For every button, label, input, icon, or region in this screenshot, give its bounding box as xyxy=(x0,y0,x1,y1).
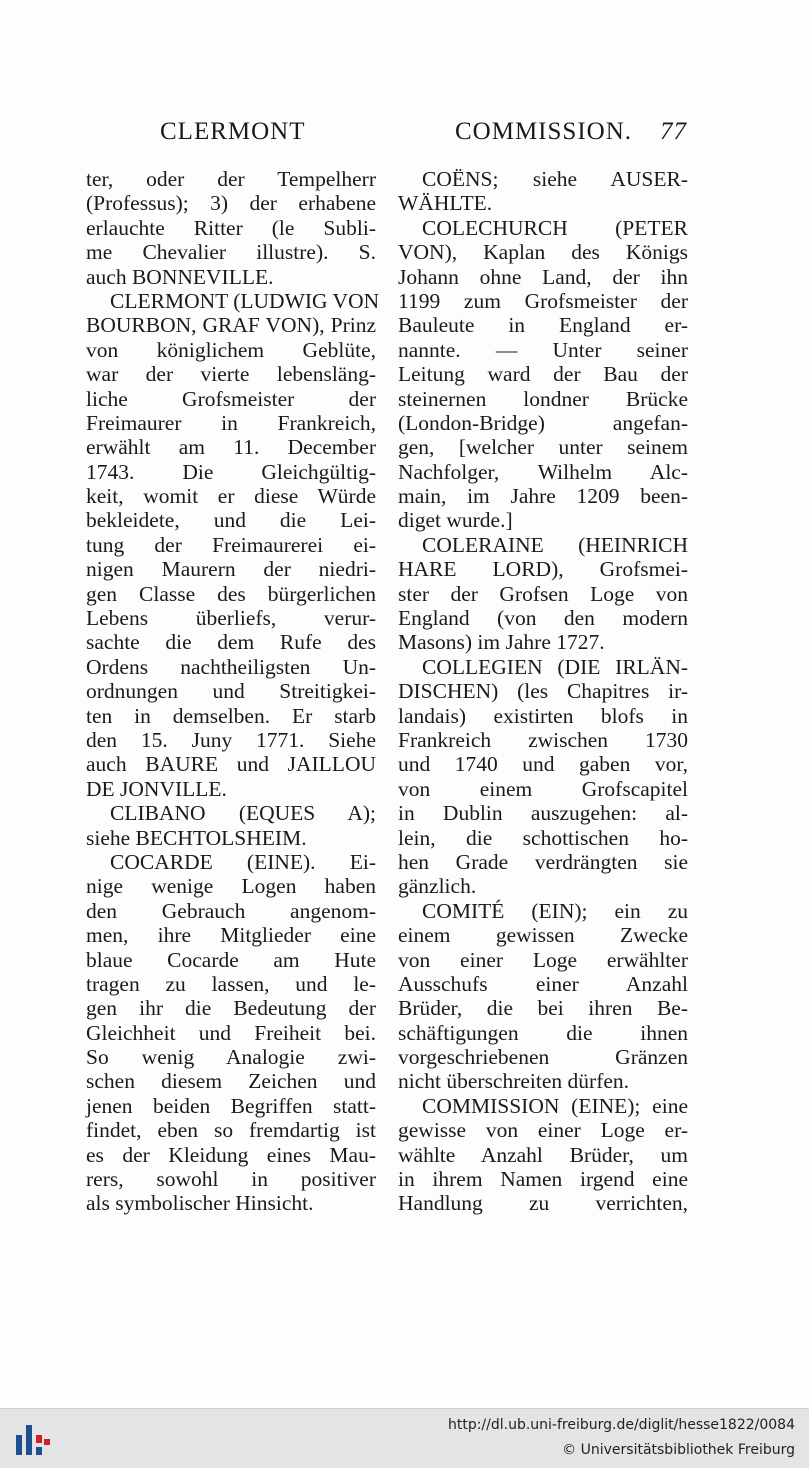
text-line: CLIBANO (EQUES A); xyxy=(110,801,376,826)
text-line: Bauleute in England er- xyxy=(398,313,688,338)
text-line: hen Grade verdrängten sie xyxy=(398,849,688,874)
page-number: 77 xyxy=(660,118,687,145)
text-line: es der Kleidung eines Mau- xyxy=(86,1142,376,1167)
text-line: tragen zu lassen, und le- xyxy=(86,971,376,996)
text-line: erwählt am 11. December xyxy=(86,435,376,460)
text-line: den 15. Juny 1771. Siehe xyxy=(86,727,376,752)
text-line: Handlung zu verrichten, xyxy=(398,1191,688,1216)
text-line: landais) existirten blofs in xyxy=(398,703,688,728)
text-line: gänzlich. xyxy=(398,874,477,899)
text-line: gen ihr die Bedeutung der xyxy=(86,996,376,1021)
text-line: ter, oder der Tempelherr xyxy=(86,167,376,191)
text-line: COCARDE (EINE). Ei- xyxy=(110,849,376,874)
text-line: blaue Cocarde am Hute xyxy=(86,947,376,972)
text-line: sachte die dem Rufe des xyxy=(86,630,376,655)
running-head-left: CLERMONT xyxy=(160,118,306,145)
right-text-column xyxy=(398,167,688,1216)
text-line: ten in demselben. Er starb xyxy=(86,703,376,728)
text-line: COLERAINE (HEINRICH xyxy=(422,532,688,557)
viewer-footer xyxy=(0,1408,809,1468)
text-line: Masons) im Jahre 1727. xyxy=(398,630,605,655)
copyright-notice: © Universitätsbibliothek Freiburg xyxy=(562,1442,795,1458)
text-line: rers, sowohl in positiver xyxy=(86,1167,376,1192)
text-line: me Chevalier illustre). S. xyxy=(86,240,376,265)
text-line: schen diesem Zeichen und xyxy=(86,1069,376,1094)
text-line: nigen Maurern der niedri- xyxy=(86,557,376,582)
text-line: Lebens überliefs, verur- xyxy=(86,606,376,631)
text-line: BOURBON, GRAF VON), Prinz xyxy=(86,313,376,338)
text-line: als symbolischer Hinsicht. xyxy=(86,1191,314,1216)
text-line: und 1740 und gaben vor, xyxy=(398,752,688,777)
text-line: einem gewissen Zwecke xyxy=(398,923,688,948)
text-line: gen, [welcher unter seinem xyxy=(398,435,688,460)
text-line: DISCHEN) (les Chapitres ir- xyxy=(398,679,688,704)
page-url-link[interactable]: http://dl.ub.uni-freiburg.de/diglit/hesse1822/0084 xyxy=(447,1417,795,1433)
text-line: HARE LORD), Grofsmei- xyxy=(398,557,688,582)
text-line: auch BONNEVILLE. xyxy=(86,264,274,289)
text-line: steinernen londner Brücke xyxy=(398,386,688,411)
text-line: von einem Grofscapitel xyxy=(398,776,688,801)
text-line: men, ihre Mitglieder eine xyxy=(86,923,376,948)
text-line: keit, womit er diese Würde xyxy=(86,484,376,509)
text-line: WÄHLTE. xyxy=(398,191,493,216)
text-line: von königlichem Geblüte, xyxy=(86,337,376,362)
text-line: diget wurde.] xyxy=(398,508,513,533)
text-line: gewisse von einer Loge er- xyxy=(398,1118,688,1143)
text-line: wählte Anzahl Brüder, um xyxy=(398,1142,688,1167)
text-line: COLECHURCH (PETER xyxy=(422,215,688,240)
text-line: Frankreich zwischen 1730 xyxy=(398,727,688,752)
text-line: So wenig Analogie zwi- xyxy=(86,1045,376,1070)
text-line: in Dublin auszugehen: al- xyxy=(398,801,688,826)
text-line: COLLEGIEN (DIE IRLÄN- xyxy=(422,654,688,679)
text-line: liche Grofsmeister der xyxy=(86,386,376,411)
ub-freiburg-logo-icon[interactable] xyxy=(12,1419,52,1459)
text-line: schäftigungen die ihnen xyxy=(398,1020,688,1045)
text-line: bekleidete, und die Lei- xyxy=(86,508,376,533)
text-line: siehe BECHTOLSHEIM. xyxy=(86,825,307,850)
text-line: in ihrem Namen irgend eine xyxy=(398,1167,688,1192)
text-line: lein, die schottischen ho- xyxy=(398,825,688,850)
text-line: nannte. — Unter seiner xyxy=(398,337,688,362)
text-line: main, im Jahre 1209 been- xyxy=(398,484,688,509)
text-line: ordnungen und Streitigkei- xyxy=(86,679,376,704)
text-line: auch BAURE und JAILLOU xyxy=(86,752,376,777)
text-line: Ordens nachtheiligsten Un- xyxy=(86,654,376,679)
text-line: COMITÉ (EIN); ein zu xyxy=(422,898,688,923)
text-line: Leitung ward der Bau der xyxy=(398,362,688,387)
text-line: (Professus); 3) der erhabene xyxy=(86,191,376,216)
text-line: erlauchte Ritter (le Subli- xyxy=(86,215,376,240)
text-line: DE JONVILLE. xyxy=(86,776,227,801)
text-line: ster der Grofsen Loge von xyxy=(398,581,688,606)
text-line: 1743. Die Gleichgültig- xyxy=(86,459,376,484)
text-line: VON), Kaplan des Königs xyxy=(398,240,688,265)
text-line: nige wenige Logen haben xyxy=(86,874,376,899)
text-line: findet, eben so fremdartig ist xyxy=(86,1118,376,1143)
running-head-right: COMMISSION. xyxy=(455,118,633,145)
text-line: tung der Freimaurerei ei- xyxy=(86,532,376,557)
text-line: jenen beiden Begriffen statt- xyxy=(86,1093,376,1118)
text-line: 1199 zum Grofsmeister der xyxy=(398,288,688,313)
text-line: COMMISSION (EINE); eine xyxy=(422,1093,688,1118)
text-line: den Gebrauch angenom- xyxy=(86,898,376,923)
text-line: COËNS; siehe AUSER- xyxy=(422,167,688,191)
text-line: von einer Loge erwählter xyxy=(398,947,688,972)
text-line: gen Classe des bürgerlichen xyxy=(86,581,376,606)
text-line: Nachfolger, Wilhelm Alc- xyxy=(398,459,688,484)
left-text-column xyxy=(86,167,380,1216)
text-line: Brüder, die bei ihren Be- xyxy=(398,996,688,1021)
text-line: England (von den modern xyxy=(398,606,688,631)
text-line: CLERMONT (LUDWIG VON xyxy=(110,288,380,313)
text-line: vorgeschriebenen Gränzen xyxy=(398,1045,688,1070)
text-line: Ausschufs einer Anzahl xyxy=(398,971,688,996)
text-line: (London-Bridge) angefan- xyxy=(398,410,688,435)
text-line: nicht überschreiten dürfen. xyxy=(398,1069,630,1094)
text-line: Johann ohne Land, der ihn xyxy=(398,264,688,289)
text-line: war der vierte lebensläng- xyxy=(86,362,376,387)
text-line: Freimaurer in Frankreich, xyxy=(86,410,376,435)
text-line: Gleichheit und Freiheit bei. xyxy=(86,1020,376,1045)
